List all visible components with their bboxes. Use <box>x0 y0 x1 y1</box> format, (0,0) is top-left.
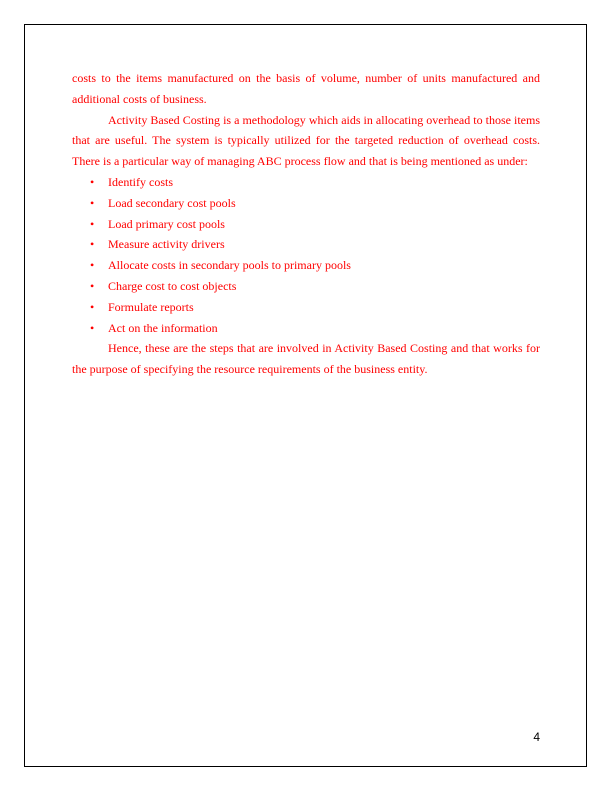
list-item <box>72 234 540 255</box>
list-item <box>72 193 540 214</box>
list-item-text: Charge cost to cost objects <box>108 278 237 293</box>
list-item-text: Formulate reports <box>108 299 194 314</box>
list-item <box>72 276 540 297</box>
paragraph-abc-intro: Activity Based Costing is a methodology which aids in allocating overhead to those items that are useful. The system is typically utilized for the targeted reduction of overhead costs. There is a particular way of managing ABC process flow and that is being mentioned as under: <box>72 112 540 169</box>
document-body <box>72 68 540 380</box>
page-number: 4 <box>533 730 540 744</box>
list-item <box>72 297 540 318</box>
list-item-text: Allocate costs in secondary pools to primary pools <box>108 258 351 273</box>
list-item <box>72 172 540 193</box>
list-item-text: Identify costs <box>108 174 173 189</box>
list-item-text: Load secondary cost pools <box>108 195 236 210</box>
bullet-icon: • <box>90 237 95 252</box>
bullet-icon: • <box>90 195 95 210</box>
bullet-icon: • <box>90 320 95 335</box>
list-item-text: Act on the information <box>108 320 218 335</box>
paragraph-continuation: costs to the items manufactured on the basis of volume, number of units manufactured and additional costs of business. <box>72 71 540 106</box>
list-item <box>72 255 540 276</box>
list-item <box>72 214 540 235</box>
list-item-text: Measure activity drivers <box>108 237 225 252</box>
bullet-icon: • <box>90 278 95 293</box>
bullet-icon: • <box>90 174 95 189</box>
bullet-icon: • <box>90 258 95 273</box>
list-item <box>72 318 540 339</box>
bullet-icon: • <box>90 299 95 314</box>
paragraph-conclusion: Hence, these are the steps that are involved in Activity Based Costing and that works for the purpose of specifying the resource requirements of the business entity. <box>72 341 540 377</box>
abc-steps-list <box>72 172 540 338</box>
list-item-text: Load primary cost pools <box>108 216 225 231</box>
bullet-icon: • <box>90 216 95 231</box>
